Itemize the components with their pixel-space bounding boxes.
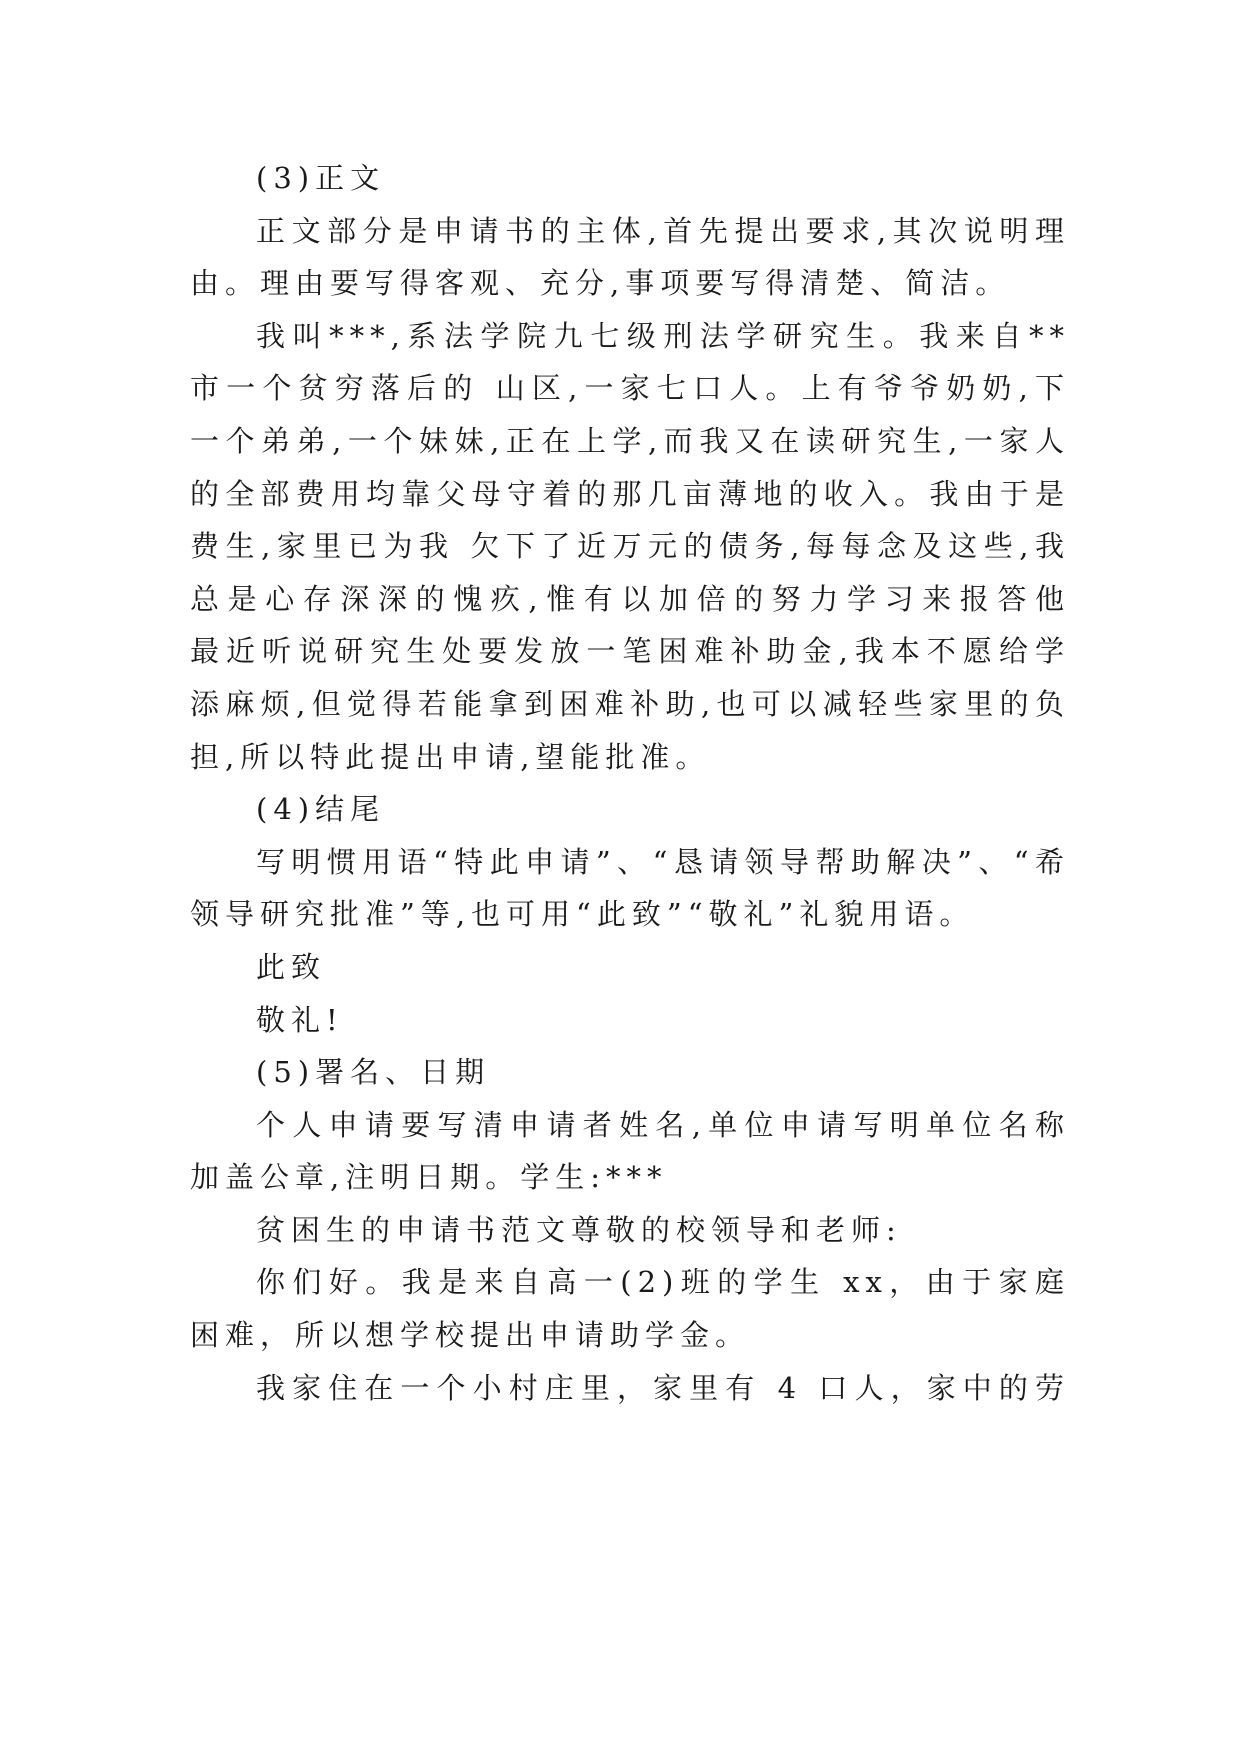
paragraph-line: 我家住在一个小村庄里，家里有 4 口人，家中的劳 <box>256 1370 1070 1405</box>
paragraph-line: 我叫***,系法学院九七级刑法学研究生。我来自** <box>256 318 1070 353</box>
paragraph-line: 写明惯用语“特此申请”、“恳请领导帮助解决”、“希 <box>256 844 1070 879</box>
sample-title-line: 贫困生的申请书范文尊敬的校领导和老师: <box>256 1212 902 1247</box>
document-body <box>190 152 1070 1414</box>
closing-line: 此致 <box>256 949 327 984</box>
paragraph-line: 费生,家里已为我 欠下了近万元的债务,每每念及这些,我 <box>190 529 1070 564</box>
paragraph-line: 的全部费用均靠父母守着的那几亩薄地的收入。我由于是 <box>190 476 1070 511</box>
paragraph-line: 总是心存深深的愧疚,惟有以加倍的努力学习来报答他 <box>190 581 1070 616</box>
paragraph-line: 你们好。我是来自高一(2)班的学生 xx，由于家庭 <box>256 1265 1070 1300</box>
section-heading-ending: (4)结尾 <box>256 792 386 827</box>
section-heading-signature: (5)署名、日期 <box>256 1055 491 1090</box>
paragraph-line: 由。理由要写得客观、充分,事项要写得清楚、简洁。 <box>190 266 1011 301</box>
closing-line: 敬礼! <box>256 1002 344 1037</box>
section-heading-body: (3)正文 <box>256 161 386 195</box>
paragraph-line: 添麻烦,但觉得若能拿到困难补助,也可以减轻些家里的负 <box>190 686 1070 721</box>
paragraph-line: 困难，所以想学校提出申请助学金。 <box>190 1318 751 1353</box>
paragraph-line: 个人申请要写清申请者姓名,单位申请写明单位名称 <box>256 1107 1070 1142</box>
paragraph-line: 担,所以特此提出申请,望能批准。 <box>190 739 711 774</box>
paragraph-line: 正文部分是申请书的主体,首先提出要求,其次说明理 <box>256 213 1070 248</box>
paragraph-line: 领导研究批准”等,也可用“此致”“敬礼”礼貌用语。 <box>190 897 975 932</box>
paragraph-line: 加盖公章,注明日期。学生:*** <box>190 1160 668 1195</box>
paragraph-line: 最近听说研究生处要发放一笔困难补助金,我本不愿给学 <box>190 634 1070 669</box>
paragraph-line: 一个弟弟,一个妹妹,正在上学,而我又在读研究生,一家人 <box>190 423 1070 458</box>
paragraph-line: 市一个贫穷落后的 山区,一家七口人。上有爷爷奶奶,下 <box>190 371 1070 406</box>
